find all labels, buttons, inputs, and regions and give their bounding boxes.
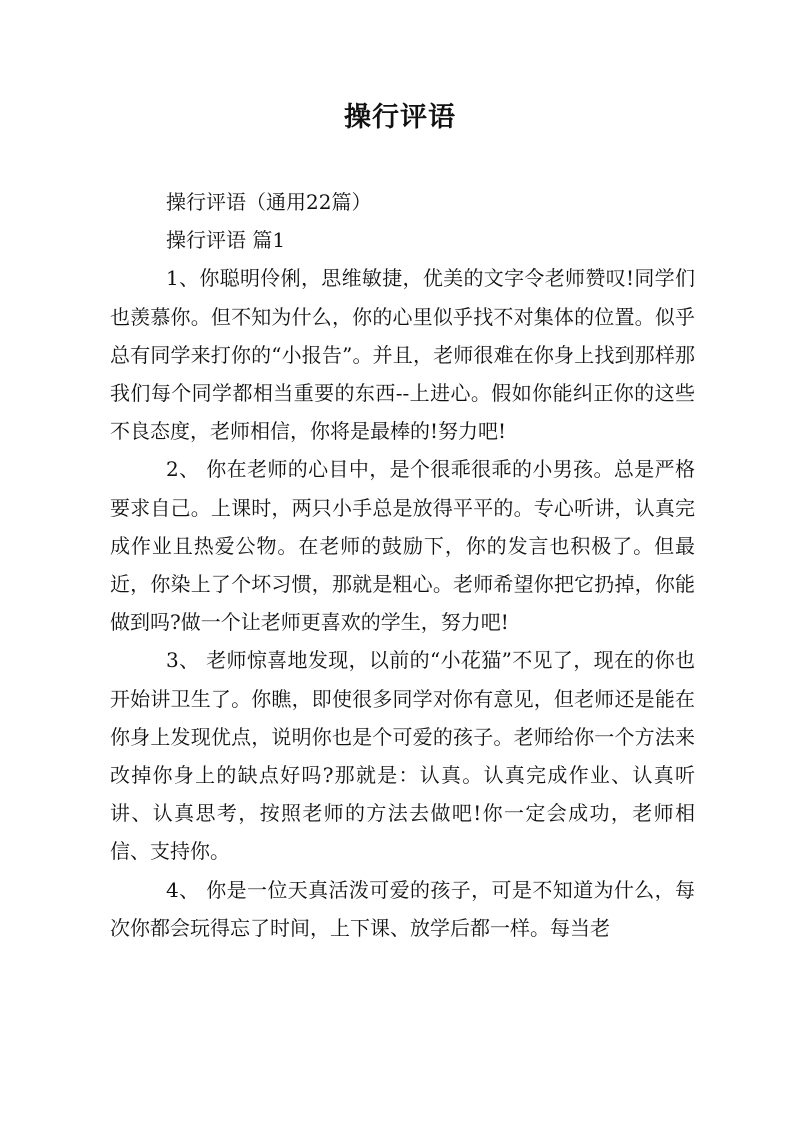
comment-paragraph-1: 1、你聪明伶俐，思维敏捷，优美的文字令老师赞叹!同学们也羡慕你。但不知为什么，你的心里似乎找不对集体的位置。似乎总有同学来打你的“小报告”。并且，老师很难在你身上找到那样那我们每个同学都相当重要的东西--上进心。假如你能纠正你的这些不良态度，老师相信，你将是最棒的!努力吧! (110, 266, 695, 444)
comment-paragraph-3: 3、 老师惊喜地发现，以前的“小花猫”不见了，现在的你也开始讲卫生了。你瞧，即使很多同学对你有意见，但老师还是能在你身上发现优点，说明你也是个可爱的孩子。老师给你一个方法来改掉你身上的缺点好吗?那就是：认真。认真完成作业、认真听讲、认真思考，按照老师的方法去做吧!你一定会成功，老师相信、支持你。 (110, 648, 695, 864)
comment-paragraph-2: 2、 你在老师的心目中，是个很乖很乖的小男孩。总是严格要求自己。上课时，两只小手总是放得平平的。专心听讲，认真完成作业且热爱公物。在老师的鼓励下，你的发言也积极了。但最近，你染上了个坏习惯，那就是粗心。老师希望你把它扔掉，你能做到吗?做一个让老师更喜欢的学生，努力吧! (110, 457, 695, 635)
comment-paragraph-4: 4、 你是一位天真活泼可爱的孩子，可是不知道为什么，每次你都会玩得忘了时间，上下课、放学后都一样。每当老 (110, 877, 695, 940)
subtitle-line: 操行评语（通用22篇） (166, 190, 372, 214)
document-title: 操行评语 (344, 102, 456, 133)
section-heading: 操行评语 篇1 (166, 228, 286, 253)
document-body (110, 183, 695, 947)
